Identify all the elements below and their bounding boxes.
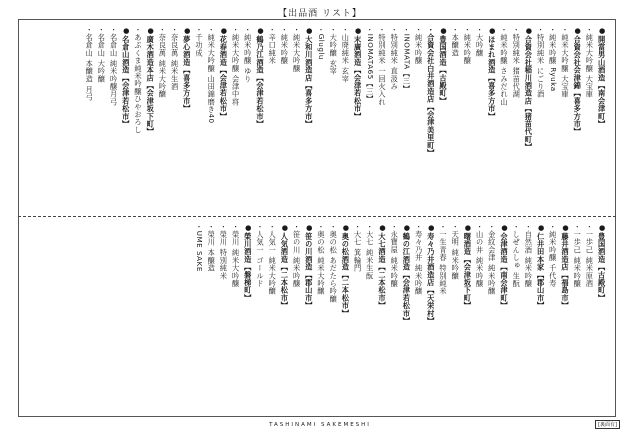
brewery-name: ●開當男山酒造【南会津町】 <box>597 26 607 128</box>
sake-item: ・寿々乃井 純米吟醸 <box>414 223 424 296</box>
sake-item: ・自然酒 純米吟醸 <box>524 223 534 288</box>
sake-item: ・特別純米 猪苗代湖 <box>512 26 522 99</box>
footer-stamp: [裏面有] <box>595 420 620 429</box>
sake-item: ・特別純米 一回火入れ <box>377 26 387 106</box>
brewery-name: ●ほまれ酒造【喜多方市】 <box>487 26 497 121</box>
brewery-name: ●大和川酒造店【喜多方市】 <box>304 26 314 128</box>
sake-item: ・名倉山 大吟醸 <box>97 26 107 83</box>
brewery-name: ●榮川酒造【磐梯町】 <box>243 223 253 302</box>
sake-item: ・奈良萬 純米生酒 <box>170 26 180 91</box>
brewery-name: ●花春酒造【会津若松市】 <box>219 26 229 121</box>
sake-item: ・千功成 <box>194 26 204 57</box>
sake-item: ・特別純米 直汲み <box>390 26 400 91</box>
sake-item: ・純米吟醸 ゆり <box>243 26 253 83</box>
page-title: 【出品酒 リスト】 <box>278 9 362 19</box>
sake-item: ・大吟醸 玄宰 <box>329 26 339 75</box>
sake-item: ・UME SAKE <box>194 223 204 272</box>
brewery-name: ●廣木酒造本店【会津坂下町】 <box>146 26 156 136</box>
sake-item: ・純米吟醸 <box>414 26 424 65</box>
sake-item: ・特別純米 にごり酒 <box>536 26 546 99</box>
sake-item: ・本醸造 <box>451 26 461 57</box>
brewery-name: ●曙酒造【会津坂下町】 <box>463 223 473 310</box>
brewery-name: ●合資会社会津錦【喜多方市】 <box>573 26 583 136</box>
sake-item: ・INOMATA65【三】 <box>365 26 375 103</box>
footer-english: TASHINAMI SAKEMESHI <box>269 422 371 428</box>
brewery-name: ●末廣酒造【会津若松市】 <box>353 26 363 121</box>
sake-item: ・純米大吟醸 <box>292 26 302 73</box>
sake-item: ・しぜんしゅ 生酛 <box>512 223 522 288</box>
sake-item: ・純米大吟醸 山田錦磨き40 <box>207 26 217 124</box>
brewery-name: ●奥の松酒造【二本松市】 <box>341 223 351 318</box>
sake-item: ・一歩己 純米吟醸 <box>573 223 583 288</box>
sake-item: ・純米吟醸 <box>463 26 473 65</box>
brewery-name: ●大七酒造【二本松市】 <box>377 223 387 310</box>
sake-item: ・INOMATA【三】 <box>402 26 412 93</box>
sake-item: ・純米大吟醸 大宝庫 <box>585 26 595 99</box>
sake-item: ・大吟醸 <box>475 26 485 57</box>
sake-item: ・名倉山 純米吟醸月弓 <box>109 26 119 106</box>
sake-item: ・山廃純米 玄宰 <box>341 26 351 83</box>
brewery-name: ●合資会社稲川酒造店【猪苗代町】 <box>524 26 534 151</box>
sake-item: ・榮川 純米大吟醸 <box>231 223 241 288</box>
sake-item: ・一歩己 純米原酒 <box>585 223 595 288</box>
sake-item: ・純米吟醸 千代寿 <box>548 223 558 288</box>
sake-item: ・大七 箕輪門 <box>353 223 363 272</box>
sake-item: ・山の井 純米吟醸 <box>475 223 485 288</box>
sake-item: ・大七 純米生酛 <box>365 223 375 280</box>
brewery-name: ●藤井酒造店【福島市】 <box>560 223 570 310</box>
brewery-name: ●豊国酒造【古殿町】 <box>597 223 607 302</box>
sake-item: ・Gluglu <box>316 26 326 60</box>
sake-item: ・人気一 ゴールド <box>255 223 265 288</box>
brewery-name: ●人気酒造【二本松市】 <box>280 223 290 310</box>
sake-item: ・あぶくま純米吟醸ひやおろし <box>133 26 143 134</box>
sake-item: ・奥の松 純米大吟醸 <box>316 223 326 296</box>
sake-item: ・榮川 本醸造 <box>207 223 217 272</box>
sake-item: ・奈良萬 純米大吟醸 <box>158 26 168 99</box>
sake-item: ・奥の松 あだたら吟醸 <box>329 223 339 303</box>
sake-item: ・榮川 特別純米 <box>219 223 229 280</box>
brewery-name: ●寿々乃井酒造店【天栄村】 <box>426 223 436 325</box>
brewery-name: ●会津酒造【南会津町】 <box>499 223 509 310</box>
section-divider <box>18 216 616 217</box>
brewery-name: ●鶴の江酒造【会津若松市】 <box>402 223 412 325</box>
brewery-name: ●鶴乃江酒造【会津若松市】 <box>255 26 265 128</box>
sake-item: ・笹の川 純米吟醸 <box>292 223 302 288</box>
sake-item: ・人気一 純米大吟醸 <box>268 223 278 296</box>
sake-item: ・純米吟醸 Ryuka <box>548 26 558 92</box>
sake-item: ・永寶屋 純米吟醸 <box>390 223 400 288</box>
sake-item: ・純米大吟醸 会津中将 <box>231 26 241 106</box>
sake-item: ・純米吟醸 <box>280 26 290 65</box>
brewery-name: ●名倉山酒造【会津若松市】 <box>121 26 131 128</box>
sake-item: ・名倉山 本醸造 月弓 <box>85 26 95 101</box>
sake-item: ・天明 純米吟醸 <box>451 223 461 280</box>
sake-item: ・辛口純米 <box>268 26 278 65</box>
brewery-name: ・合資会社白井酒造店【会津美里町】 <box>426 26 436 157</box>
sake-item: ・金紋会津 純米吟醸 <box>487 223 497 296</box>
sake-item: ・純米吟醸 さみだれ山 <box>499 26 509 106</box>
sake-item: ・純米大吟醸 大宝庫 <box>560 26 570 99</box>
brewery-name: ●笹の川酒造【郡山市】 <box>304 223 314 310</box>
sake-item: ・一生青春 特別純米 <box>438 223 448 296</box>
brewery-name: ●豊国酒造【古殿町】 <box>438 26 448 105</box>
brewery-name: ●夢心酒造【喜多方市】 <box>182 26 192 113</box>
brewery-name: ●仁井田本家【郡山市】 <box>536 223 546 310</box>
